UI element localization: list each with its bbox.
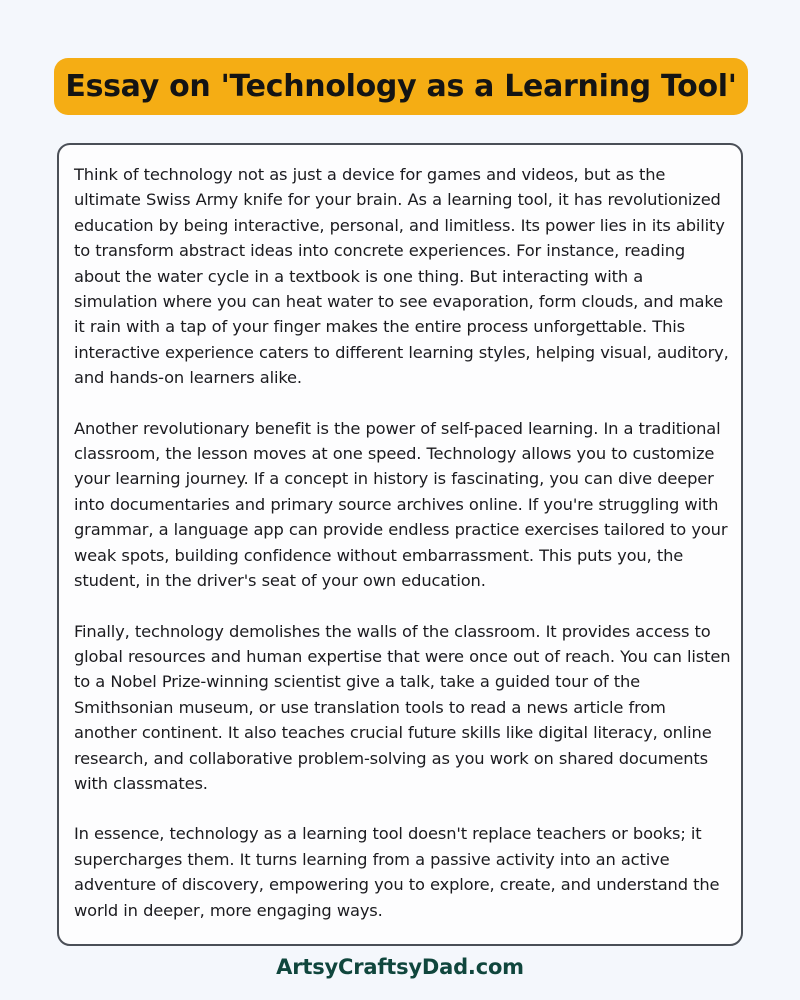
essay-paragraph: Another revolutionary benefit is the power of self-paced learning. In a traditional classroom, the lesson moves at one speed. Technology allows you to customize your learning journey. If a concept in history is fascinating, you can dive deeper into documentaries and primary source archives online. If you're struggling with grammar, a language app can provide endless practice exercises tailored to your weak spots, building confidence without embarrassment. This puts you, the student, in the driver's seat of your own education.: [74, 418, 728, 591]
essay-content-box: [57, 143, 743, 946]
essay-title-banner: [54, 58, 748, 115]
site-name-label: ArtsyCraftsyDad.com: [276, 955, 524, 979]
essay-paragraph: In essence, technology as a learning tool doesn't replace teachers or books; it supercharges them. It turns learning from a passive activity into an active adventure of discovery, empowering you to explore, create, and understand the world in deeper, more engaging ways.: [74, 824, 720, 920]
essay-body: [74, 162, 731, 923]
page-title: Essay on 'Technology as a Learning Tool': [65, 68, 737, 104]
essay-paragraph: Think of technology not as just a device for games and videos, but as the ultimate Swiss Army knife for your brain. As a learning tool, it has revolutionized education by being interactive, personal, and limitless. Its power lies in its ability to transform abstract ideas into concrete experiences. For instance, reading about the water cycle in a textbook is one thing. But interacting with a simulation where you can heat water to see evaporation, form clouds, and make it rain with a tap of your finger makes the entire process unforgettable. This interactive experience caters to different learning styles, helping visual, auditory, and hands-on learners alike.: [74, 165, 729, 388]
essay-paragraph: Finally, technology demolishes the walls of the classroom. It provides access to global resources and human expertise that were once out of reach. You can listen to a Nobel Prize-winning scientist give a talk, take a guided tour of the Smithsonian museum, or use translation tools to read a news article from another continent. It also teaches crucial future skills like digital literacy, online research, and collaborative problem-solving as you work on shared documents with classmates.: [74, 621, 731, 793]
site-footer: [0, 957, 800, 978]
